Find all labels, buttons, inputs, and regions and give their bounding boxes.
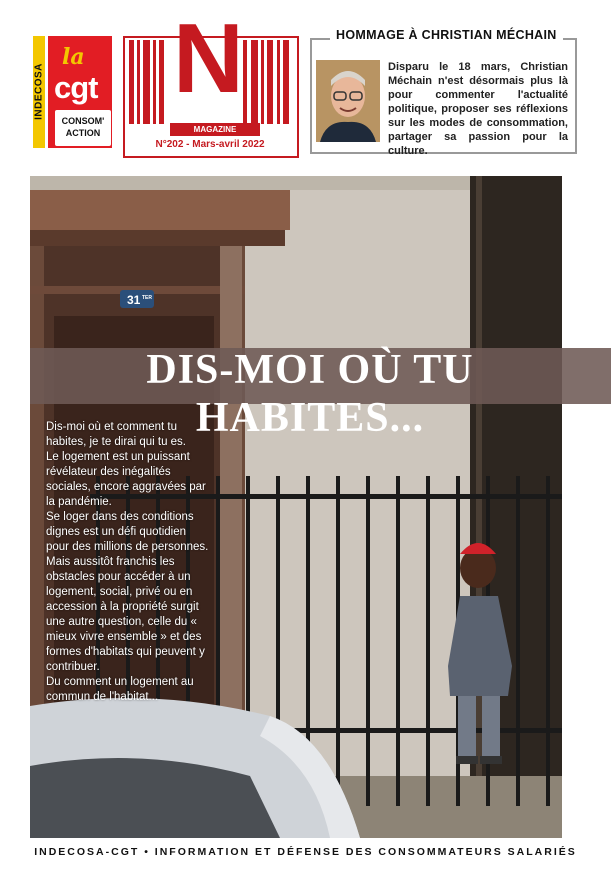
lead-paragraph: Dis-moi où et comment tu habites, je te dirai qui tu es. — [46, 421, 186, 448]
consom-action-badge — [55, 110, 111, 146]
consom-line1: CONSOM' — [61, 116, 105, 126]
lead-paragraph: Le logement est un puissant révélateur des inégalités sociales, encore aggravées par la pandémie. — [46, 451, 206, 508]
hommage-title: HOMMAGE À CHRISTIAN MÉCHAIN — [330, 28, 563, 42]
indecosa-vertical-band — [33, 36, 45, 148]
lead-text — [46, 420, 211, 705]
logo-cgt: cgt — [54, 70, 98, 105]
barcode-bar — [251, 40, 258, 124]
magazine-label: MAGAZINE — [170, 123, 260, 136]
barcode-bar — [277, 40, 280, 124]
hommage-text: Disparu le 18 mars, Christian Méchain n'est désormais plus là pour commenter l'actualité politique, proposer ses réflexions sur les modes de consommation, partager sa passion pour la culture. — [388, 61, 568, 157]
barcode-bar — [153, 40, 156, 124]
lead-paragraph: Se loger dans des conditions dignes est un défi quotidien pour des millions de personnes. Mais aussitôt franchis les obstacles pour accéder à un logement, social, privé ou en accession à la propriété surgit une autre question, celle du « mieux vivre ensemble » et des formes d'habitats qui peuvent y contribuer. — [46, 511, 209, 673]
barcode-bar — [267, 40, 273, 124]
barcode-bar — [159, 40, 164, 124]
logo-la: la — [62, 44, 85, 70]
barcode-bar — [129, 40, 134, 124]
portrait-photo — [316, 60, 380, 142]
headline: DIS-MOI OÙ TU HABITES... — [146, 347, 474, 441]
barcode-bar — [137, 40, 140, 124]
consom-line2: ACTION — [65, 128, 101, 138]
footer-tagline: INDECOSA-CGT • INFORMATION ET DÉFENSE DES CONSOMMATEURS SALARIÉS — [34, 846, 577, 858]
indecosa-label: INDECOSA — [33, 63, 45, 120]
barcode-bar — [283, 40, 289, 124]
barcode-bar — [143, 40, 150, 124]
lead-paragraph: Du comment un logement au commun de l'habitat... — [46, 676, 194, 703]
magazine-n-logo: N — [173, 3, 244, 113]
issue-number: N°202 - Mars-avril 2022 — [155, 139, 265, 150]
barcode-bar — [261, 40, 264, 124]
door-number: 31 — [127, 293, 141, 307]
door-number-suffix: TER — [142, 295, 152, 301]
